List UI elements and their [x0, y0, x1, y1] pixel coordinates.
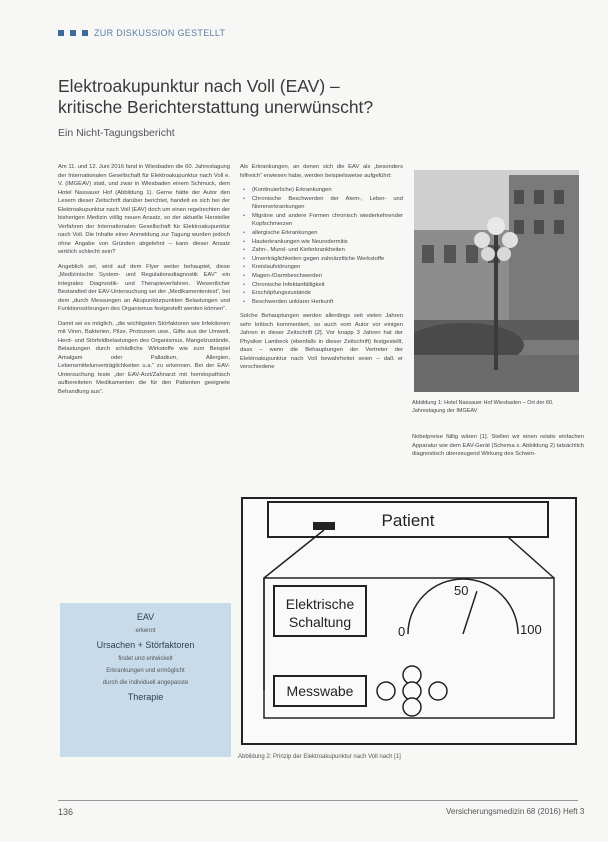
title-line-1: Elektroakupunktur nach Voll (EAV) – — [58, 76, 340, 96]
eav-line: EAV — [136, 612, 155, 622]
article-title — [58, 76, 438, 118]
list-item: • Erschöpfungszustände — [252, 289, 403, 298]
eav-info-box — [60, 603, 231, 757]
text-column-3 — [412, 433, 584, 465]
list-item: • (Kontinuierliche) Erkrankungen — [252, 186, 403, 195]
square-icon — [58, 30, 64, 36]
eav-line: findet und entwickelt — [118, 656, 173, 662]
probe-label: Messwabe — [286, 683, 354, 699]
eav-line: Erkrankungen und ermöglicht — [106, 668, 185, 674]
probe-hole — [377, 682, 395, 700]
list-item: • allergische Erkrankungen — [252, 229, 403, 238]
text-column-2 — [240, 163, 403, 378]
list-item: • Migräne und andere Formen chronisch wiederkehrender Kopfschmerzen — [252, 212, 403, 229]
article-subtitle: Ein Nicht-Tagungsbericht — [58, 127, 175, 139]
eav-line: durch die individuell angepasste — [102, 680, 189, 686]
text-column-1 — [58, 163, 230, 402]
eav-line: erkennt — [135, 628, 156, 634]
paragraph: Am 11. und 12. Juni 2016 fand in Wiesbaden die 60. Jahrestagung der Internationalen Gesellschaft für Elektroakupunktur nach Voll e. V. (IMGEAV) statt, und zwar in Wiesbaden einem Schmuck, dem Hotel Nassauer Hof (Abbildung 1). Gerne hätte der Autor den Lesern dieser Zeitschrift darüber berichtet, handelt es sich bei der Elektroakupunktur nach Voll (EAV) doch um einen regelrechten der bisherigen Medizin völlig neuen Ansatz, so der aktuelle Hersteller Verfahren der Internationalen Gesellschaft für Elektroakupunktur nach Voll. Die Inhalte einer Anmeldung zur Tagung wurden jedoch ohne Angabe von Gründen abgelehnt – kann dieser Ansatz wirklich schlecht sein? — [58, 164, 230, 255]
hotel-photo — [414, 170, 579, 392]
eav-line: Ursachen + Störfaktoren — [96, 640, 195, 650]
paragraph: Als Erkrankungen, an denen sich die EAV als „besonders hilfreich“ erwiesen habe, werden beispielsweise aufgeführt: — [240, 164, 403, 179]
footer-rule — [58, 800, 578, 801]
paragraph: Solche Behauptungen werden allerdings seit vielen Jahren sehr kritisch kommentiert, so auch vom Autor vor einigen Jahren in dieser Zeitschrift [2]. Vor knapp 3 Jahren hat der Physiker Lambeck (ebenfalls in dieser Zeitschrift) festgestellt, dass – wenn die Behauptungen der Vertreter der Elektroakupunktur nach Voll bewahrheitet seien – daß er verschiedene — [240, 313, 403, 371]
list-item: • Beschwerden unklarer Herkunft — [252, 298, 403, 307]
probe-hole — [403, 698, 421, 716]
eav-schematic-diagram — [238, 494, 580, 748]
diagram-caption: Abbildung 2: Prinzip der Elektroakupunktur nach Voll nach [1] — [238, 754, 401, 760]
page-number: 136 — [58, 807, 74, 817]
circuit-label-1: Elektrische — [285, 596, 355, 612]
electrode — [313, 522, 335, 530]
paragraph: Angeblich sei, wird auf dem Flyer weiter behauptet, diese „Medizinische System- und Regulationsdiagnostik EAV“ ein integrales Diagnostik- und Therapieverfahren. Wesentlicher Bestandteil der EAV-Untersuchung sei der „Medikamententest“, bei dem „durch Messungen an Akupunkturpunkten Belastungen und Funktionsstörungen des Organismus festgestellt werden können“. — [58, 263, 230, 312]
list-item: • Unverträglichkeiten gegen zahnärztliche Werkstoffe — [252, 255, 403, 264]
disease-list — [240, 186, 403, 306]
patient-label: Patient — [381, 511, 435, 530]
section-label: ZUR DISKUSSION GESTELLT — [94, 28, 226, 38]
circuit-label-2: Schaltung — [288, 614, 352, 630]
section-header — [58, 28, 225, 38]
photo-caption: Abbildung 1: Hotel Nassauer Hof Wiesbaden – Ort der 60. Jahrestagung der IMGEAV — [412, 400, 554, 414]
title-line-2: kritische Berichterstattung unerwünscht? — [58, 97, 374, 117]
list-item: • Chronische Infektanfälligkeit — [252, 281, 403, 290]
scale-label-50: 50 — [454, 583, 469, 598]
paragraph: Nobelpreise fällig wären [1]. Stellen wir einen relativ einfachen Apparatur wie dem EAV-Gerät (Schema s. Abbildung 2) tatsächlich diagnostisch überzeugend Wirkung des Schwin- — [412, 434, 584, 457]
scale-label-100: 100 — [520, 622, 542, 637]
journal-reference: Versicherungsmedizin 68 (2016) Heft 3 — [446, 807, 585, 816]
list-item: • Magen-/Darmbeschwerden — [252, 272, 403, 281]
list-item: • Kreislaufstörungen — [252, 263, 403, 272]
probe-hole — [429, 682, 447, 700]
list-item: • Chronische Beschwerden der Atem-, Leber- und Nierenerkrankungen — [252, 195, 403, 212]
eav-line: Therapie — [127, 692, 164, 702]
list-item: • Zahn-, Mund- und Kieferkrankheiten — [252, 246, 403, 255]
paragraph: Damit sei es möglich, „die wichtigsten Störfaktoren wie Infektionen mit Viren, Bakterien, Pilze, Protozoen usw., Gifte aus der Umwelt, Herd- und Störfeldbelastungen des Organismus, Mangelzustände, Belastungen durch schädliche Wirkstoffe wie zum Beispiel Amalgam oder Palladium, Allergien, Lebensmittelunverträglichkeiten u.a.“ zu erkennen. Bei der EAV-Untersuchung teste „der EAV-Arzt/Zahnarzt mit homöopathisch aufbereiteten Medikamenten die für den Patienten geeignete Behandlung aus“. — [58, 320, 230, 395]
square-icon — [82, 30, 88, 36]
list-item: • Hauterkrankungen wie Neurodermitis — [252, 238, 403, 247]
scale-label-0: 0 — [398, 624, 406, 639]
square-icon — [70, 30, 76, 36]
